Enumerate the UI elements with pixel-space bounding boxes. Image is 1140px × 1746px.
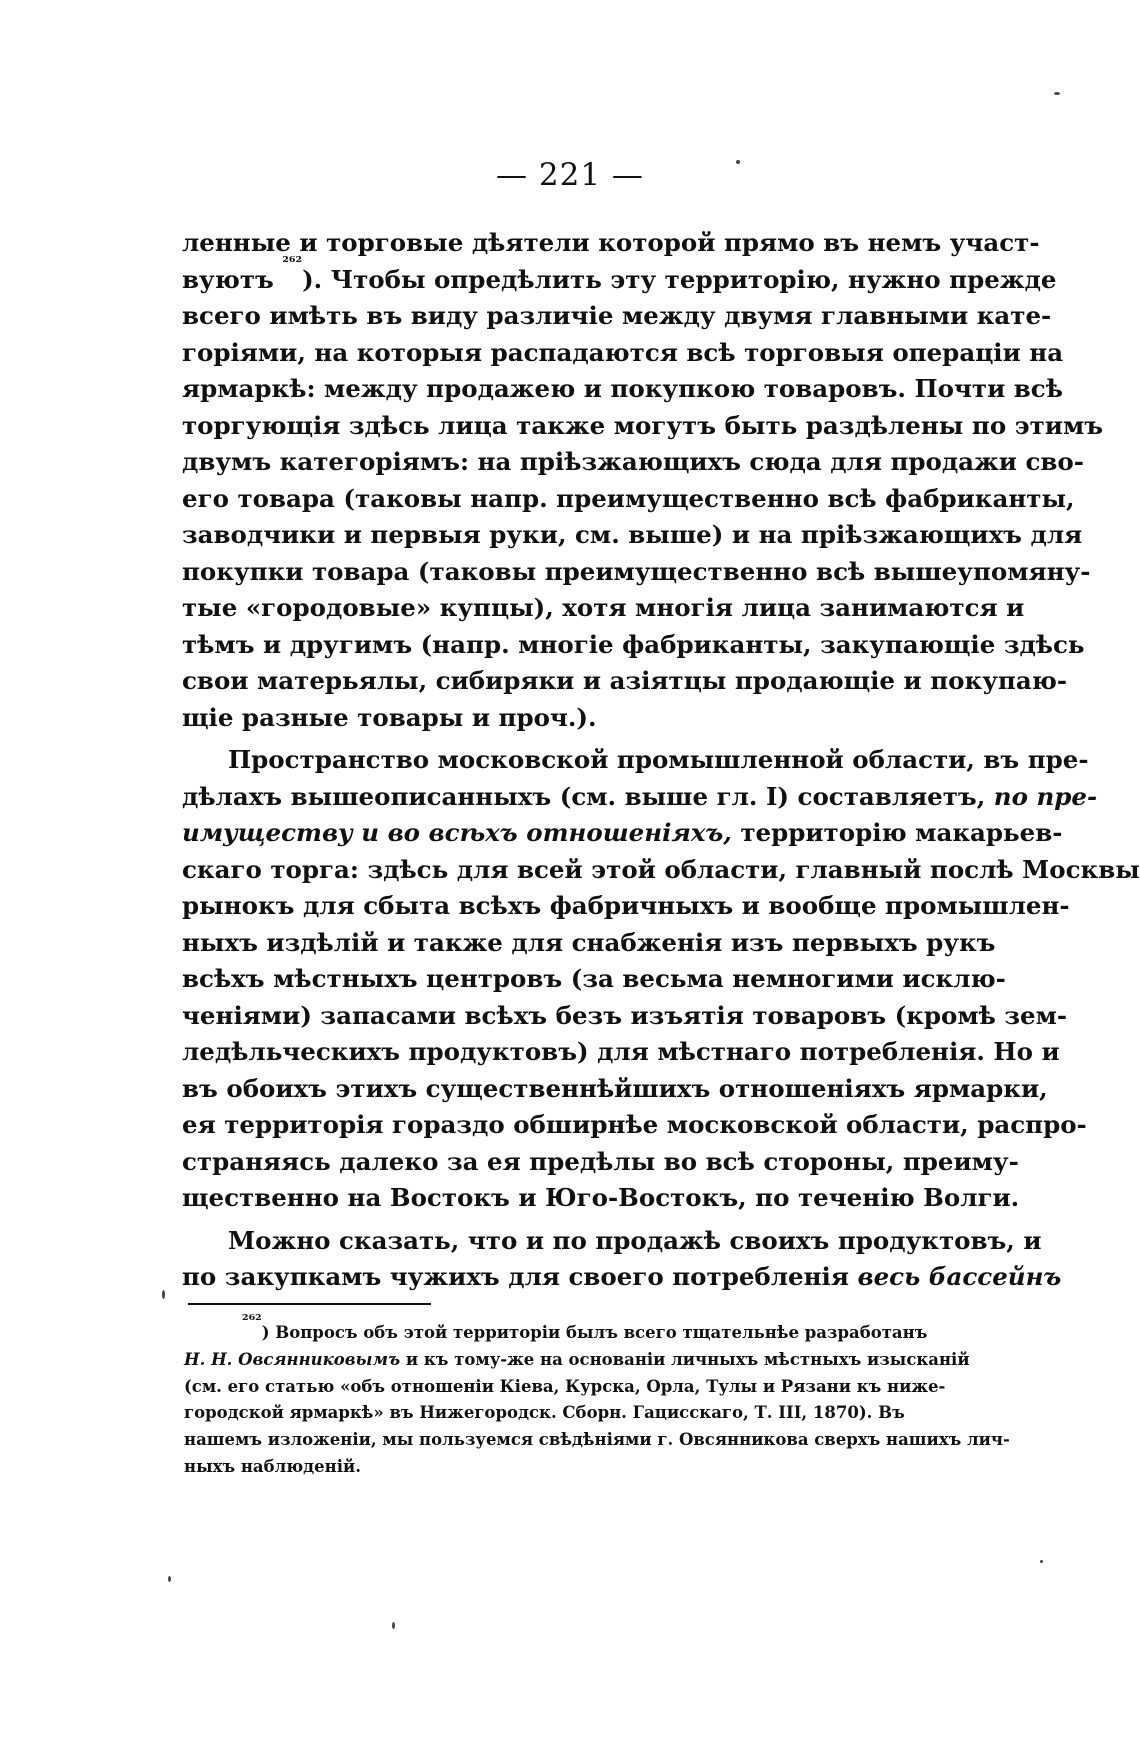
footnote-reference[interactable]: ²⁶² — [282, 252, 303, 271]
text-line: имуществу и во всѣхъ отношеніяхъ, территорію макарьев- — [182, 815, 944, 852]
text-line: тые «городовые» купцы), хотя многія лица занимаются и — [182, 593, 1025, 622]
footnote-marker: ²⁶² — [242, 1311, 262, 1329]
footnote-line: ²⁶² ) Вопросъ объ этой территоріи былъ всего тщательнѣе разработанъ — [184, 1320, 944, 1347]
footnote-line: городской ярмаркѣ» въ Нижегородск. Сборн. Гацисскаго, Т. III, 1870). Въ — [184, 1403, 905, 1423]
text-line: рынокъ для сбыта всѣхъ фабричныхъ и вообще промышлен- — [182, 891, 1070, 920]
italic-phrase: по пре- — [993, 781, 1098, 811]
footnote-line: (см. его статью «объ отношеніи Кіева, Курска, Орла, Тулы и Рязани къ ниже- — [184, 1376, 946, 1396]
footnote-line: Н. Н. Овсянниковымъ и къ тому-же на основаніи личныхъ мѣстныхъ изысканій — [184, 1347, 944, 1374]
text-line: горіями, на которыя распадаются всѣ торговыя операціи на — [182, 337, 1064, 367]
text-line: свои матерьялы, сибиряки и азіятцы продающіе и покупаю- — [182, 666, 1067, 695]
paragraph-2 — [182, 742, 1140, 1217]
text-line: его товара (таковы напр. преимущественно всѣ фабриканты, — [182, 483, 1075, 513]
text-line: покупки товара (таковы преимущественно всѣ вышеупомяну- — [182, 556, 1091, 586]
text-line: щіе разные товары и проч.). — [182, 702, 597, 732]
text-line: тѣмъ и другимъ (напр. многіе фабриканты, закупающіе здѣсь — [182, 629, 1085, 659]
footnote — [184, 1311, 1010, 1481]
text-line: Можно сказать, что и по продажѣ своихъ продуктовъ, и — [228, 1225, 1042, 1255]
text-line: Пространство московской промышленной области, въ пре- — [228, 745, 1089, 774]
paragraph-1 — [182, 225, 1104, 736]
scan-speck — [736, 160, 740, 164]
text-line: ярмаркѣ: между продажею и покупкою товаровъ. Почти всѣ — [182, 374, 1063, 403]
text-line: торгующія здѣсь лица также могутъ быть раздѣлены по этимъ — [182, 410, 1104, 440]
text-line: въ обоихъ этихъ существеннѣйшихъ отношеніяхъ ярмарки, — [182, 1073, 1048, 1103]
italic-phrase: имуществу и во всѣхъ отношеніяхъ, — [182, 818, 732, 847]
page-number: — 221 — — [496, 157, 644, 193]
italic-phrase: весь бассейнъ — [857, 1262, 1062, 1291]
paragraph-3 — [182, 1223, 1062, 1296]
scan-speck — [1054, 92, 1060, 95]
scan-speck — [168, 1576, 171, 1582]
scan-speck — [1040, 1560, 1043, 1563]
footnote-separator — [188, 1303, 431, 1305]
text-line: ченіями) запасами всѣхъ безъ изъятія товаровъ (кромѣ зем- — [182, 1000, 1068, 1030]
text-line: страняясь далеко за ея предѣлы во всѣ стороны, преиму- — [182, 1146, 1019, 1176]
text-line: заводчики и первыя руки, см. выше) и на пріѣзжающихъ для — [182, 520, 1083, 549]
text-line: ея территорія гораздо обширнѣе московской области, распро- — [182, 1110, 1087, 1139]
scan-speck — [162, 1290, 165, 1299]
text-line: всѣхъ мѣстныхъ центровъ (за весьма немногими исклю- — [182, 964, 1006, 993]
text-line: ленные и торговые дѣятели которой прямо въ немъ участ- — [182, 228, 1040, 257]
text-line: ледѣльческихъ продуктовъ) для мѣстнаго потребленія. Но и — [182, 1037, 1060, 1066]
scan-speck — [392, 1622, 395, 1629]
footnote-line: ныхъ наблюденій. — [184, 1456, 362, 1476]
text-line: ныхъ издѣлій и также для снабженія изъ первыхъ рукъ — [182, 927, 996, 957]
text-line: скаго торга: здѣсь для всей этой области, главный послѣ Москвы — [182, 854, 1140, 884]
footnote-line: нашемъ изложеніи, мы пользуемся свѣдѣніями г. Овсянникова сверхъ нашихъ лич- — [184, 1430, 1010, 1450]
text-line: вуютъ ²⁶² ). Чтобы опредѣлить эту территорію, нужно прежде — [182, 262, 944, 299]
text-line: дѣлахъ вышеописанныхъ (см. выше гл. I) составляетъ, по пре- — [182, 779, 944, 816]
text-line: по закупкамъ чужихъ для своего потребленія весь бассейнъ — [182, 1259, 944, 1296]
text-line: щественно на Востокъ и Юго-Востокъ, по теченію Волги. — [182, 1183, 1020, 1212]
text-line: всего имѣть въ виду различіе между двумя главными кате- — [182, 301, 1052, 330]
author-name: Н. Н. Овсянниковымъ — [184, 1349, 401, 1369]
main-text — [182, 225, 1140, 1296]
text-line: двумъ категоріямъ: на пріѣзжающихъ сюда для продажи сво- — [182, 447, 1084, 476]
